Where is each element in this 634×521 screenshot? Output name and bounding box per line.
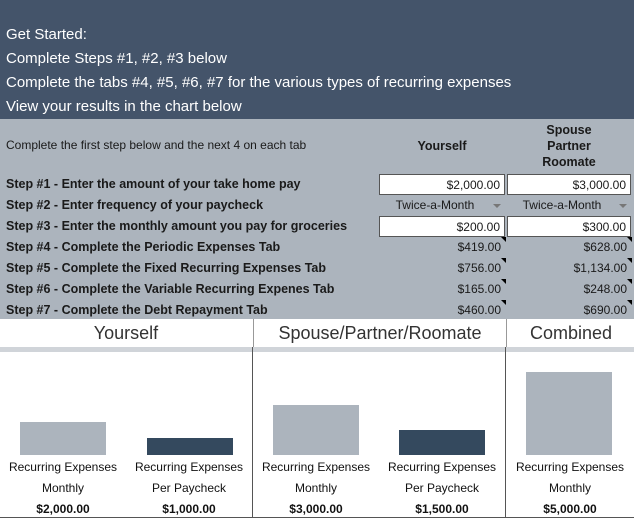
banner-line-title: Get Started:	[6, 26, 87, 43]
caption-spouse-monthly	[253, 457, 379, 520]
caption-yourself-monthly	[0, 457, 126, 520]
groceries-yourself-input[interactable]: $200.00	[379, 216, 505, 237]
caption-line2: Per Paycheck	[151, 481, 227, 495]
caption-line1: Recurring Expenses	[8, 460, 118, 474]
takehome-pay-spouse-input[interactable]: $3,000.00	[507, 174, 631, 195]
select-value: Twice-a-Month	[395, 198, 475, 212]
caption-amount: $5,000.00	[543, 502, 597, 516]
caption-amount: $1,000.00	[162, 502, 216, 516]
banner-line-steps: Complete Steps #1, #2, #3 below	[6, 50, 227, 67]
caption-spouse-per-paycheck	[379, 457, 505, 520]
bar-yourself-monthly	[20, 422, 106, 455]
bar-combined-monthly	[526, 372, 612, 455]
step-row-2	[0, 195, 634, 216]
step-label: Step #1 - Enter the amount of your take home pay	[6, 177, 301, 191]
takehome-pay-yourself-input[interactable]: $2,000.00	[379, 174, 505, 195]
caption-amount: $2,000.00	[36, 502, 90, 516]
step-label: Step #4 - Complete the Periodic Expenses Tab	[6, 240, 281, 254]
banner-line-tabs: Complete the tabs #4, #5, #6, #7 for the various types of recurring expenses	[6, 74, 512, 91]
section-combined: Combined	[506, 319, 634, 347]
step-label: Step #2 - Enter frequency of your paycheck	[6, 198, 264, 212]
chevron-down-icon[interactable]	[619, 204, 627, 208]
caption-amount: $1,500.00	[415, 502, 469, 516]
fixed-yourself-value: $756.00	[379, 258, 505, 279]
step-label: Step #5 - Complete the Fixed Recurring Expenses Tab	[6, 261, 326, 275]
variable-yourself-value: $165.00	[379, 279, 505, 300]
caption-line2: Per Paycheck	[404, 481, 480, 495]
col-header-spouse: Spouse Partner Roomate	[542, 123, 596, 169]
col-header-yourself: Yourself	[417, 139, 467, 153]
step-row-5	[0, 258, 634, 279]
step-row-3	[0, 216, 634, 237]
caption-yourself-per-paycheck	[126, 457, 252, 520]
chevron-down-icon[interactable]	[493, 204, 501, 208]
banner-line-results: View your results in the chart below	[6, 98, 242, 115]
periodic-yourself-value: $419.00	[379, 237, 505, 258]
periodic-spouse-value: $628.00	[507, 237, 631, 258]
instruction-text: Complete the first step below and the next 4 on each tab	[6, 138, 307, 152]
bar-spouse-per-paycheck	[399, 430, 485, 455]
step-label: Step #6 - Complete the Variable Recurring Expenes Tab	[6, 282, 335, 296]
step-row-7	[0, 300, 634, 321]
step-label: Step #3 - Enter the monthly amount you pay for groceries	[6, 219, 348, 233]
pay-frequency-spouse-select[interactable]	[507, 195, 631, 216]
steps-table	[0, 119, 634, 319]
fixed-spouse-value: $1,134.00	[507, 258, 631, 279]
section-yourself: Yourself	[0, 319, 252, 347]
bar-spouse-monthly	[273, 405, 359, 455]
step-row-6	[0, 279, 634, 300]
bar-yourself-per-paycheck	[147, 438, 233, 455]
caption-line1: Recurring Expenses	[387, 460, 497, 474]
caption-line1: Recurring Expenses	[515, 460, 625, 474]
expenses-chart	[0, 352, 634, 455]
caption-line2: Monthly	[294, 481, 338, 495]
step-row-4	[0, 237, 634, 258]
bottom-border	[0, 517, 634, 518]
debt-spouse-value: $690.00	[507, 300, 631, 321]
section-spouse: Spouse/Partner/Roomate	[253, 319, 506, 347]
pay-frequency-yourself-select[interactable]	[379, 195, 505, 216]
caption-combined-monthly	[506, 457, 634, 520]
get-started-banner	[0, 0, 634, 119]
debt-yourself-value: $460.00	[379, 300, 505, 321]
variable-spouse-value: $248.00	[507, 279, 631, 300]
caption-line2: Monthly	[548, 481, 592, 495]
step-row-1	[0, 174, 634, 195]
caption-line2: Monthly	[41, 481, 85, 495]
caption-line1: Recurring Expenses	[261, 460, 371, 474]
select-value: Twice-a-Month	[522, 198, 602, 212]
groceries-spouse-input[interactable]: $300.00	[507, 216, 631, 237]
step-label: Step #7 - Complete the Debt Repayment Tab	[6, 303, 268, 317]
caption-line1: Recurring Expenses	[134, 460, 244, 474]
caption-amount: $3,000.00	[289, 502, 343, 516]
